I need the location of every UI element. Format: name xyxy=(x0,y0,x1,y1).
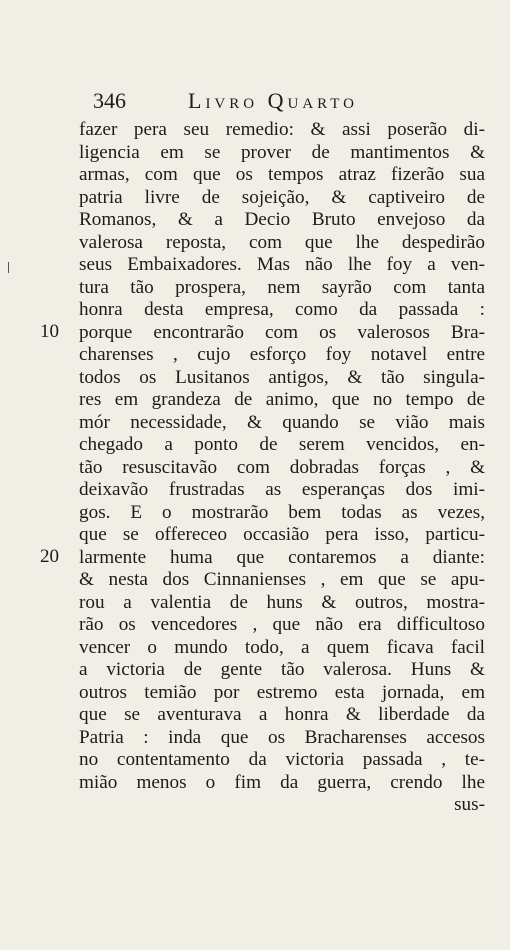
text-line: res em grandeza de animo, que no tempo de xyxy=(79,389,485,410)
text-line: Patria : inda que os Bracharenses accesos xyxy=(79,726,485,748)
body-text xyxy=(79,119,485,817)
margin-line-number-10: 10 xyxy=(40,321,59,342)
text-line: rão os vencedores , que não era difficultoso xyxy=(79,614,485,635)
text-line: gos. E o mostrarão bem todas as vezes, xyxy=(79,501,485,523)
text-line: mór necessidade, & quando se vião mais xyxy=(79,411,485,433)
text-line: no contentamento da victoria passada , te- xyxy=(79,749,485,770)
page-header xyxy=(93,86,423,116)
text-line: armas, com que os tempos atraz fizerão sua xyxy=(79,164,485,185)
text-line: honra desta empresa, como da passada : xyxy=(79,299,485,320)
text-line: vencer o mundo todo, a quem ficava facil xyxy=(79,636,485,658)
page-number: 346 xyxy=(93,88,126,113)
text-line: patria livre de sojeição, & captiveiro de xyxy=(79,186,485,208)
text-line: fazer pera seu remedio: & assi poserão di- xyxy=(79,119,485,140)
text-line: a victoria de gente tão valerosa. Huns & xyxy=(79,659,485,680)
text-line: porque encontrarão com os valerosos Bra- xyxy=(79,321,485,343)
text-line: tão resuscitavão com dobradas forças , & xyxy=(79,456,485,478)
text-line: larmente huma que contaremos a diante: xyxy=(79,546,485,568)
text-line: tura tão prospera, nem sayrão com tanta xyxy=(79,276,485,298)
text-line: mião menos o fim da guerra, crendo lhe xyxy=(79,771,485,793)
margin-line-number-20: 20 xyxy=(40,546,59,567)
text-line: ligencia em se prover de mantimentos & xyxy=(79,141,485,163)
running-title: Livro Quarto xyxy=(188,88,358,113)
text-line: todos os Lusitanos antigos, & tão singula- xyxy=(79,366,485,388)
text-line: que se aventurava a honra & liberdade da xyxy=(79,704,485,725)
text-line: outros temião por estremo esta jornada, em xyxy=(79,681,485,703)
text-line: rou a valentia de huns & outros, mostra- xyxy=(79,591,485,613)
text-line: valerosa reposta, com que lhe despedirão xyxy=(79,231,485,253)
text-line: Romanos, & a Decio Bruto envejoso da xyxy=(79,209,485,230)
text-line: charenses , cujo esforço foy notavel entre xyxy=(79,344,485,365)
text-line: seus Embaixadores. Mas não lhe foy a ven- xyxy=(79,254,485,275)
margin-mark xyxy=(8,262,9,273)
text-line: deixavão frustradas as esperanças dos imi- xyxy=(79,479,485,500)
text-line: que se offereceo occasião pera isso, particu- xyxy=(79,524,485,545)
text-line: & nesta dos Cinnanienses , em que se apu- xyxy=(79,569,485,590)
catchword: sus- xyxy=(454,794,485,815)
text-line: chegado a ponto de serem vencidos, en- xyxy=(79,434,485,455)
